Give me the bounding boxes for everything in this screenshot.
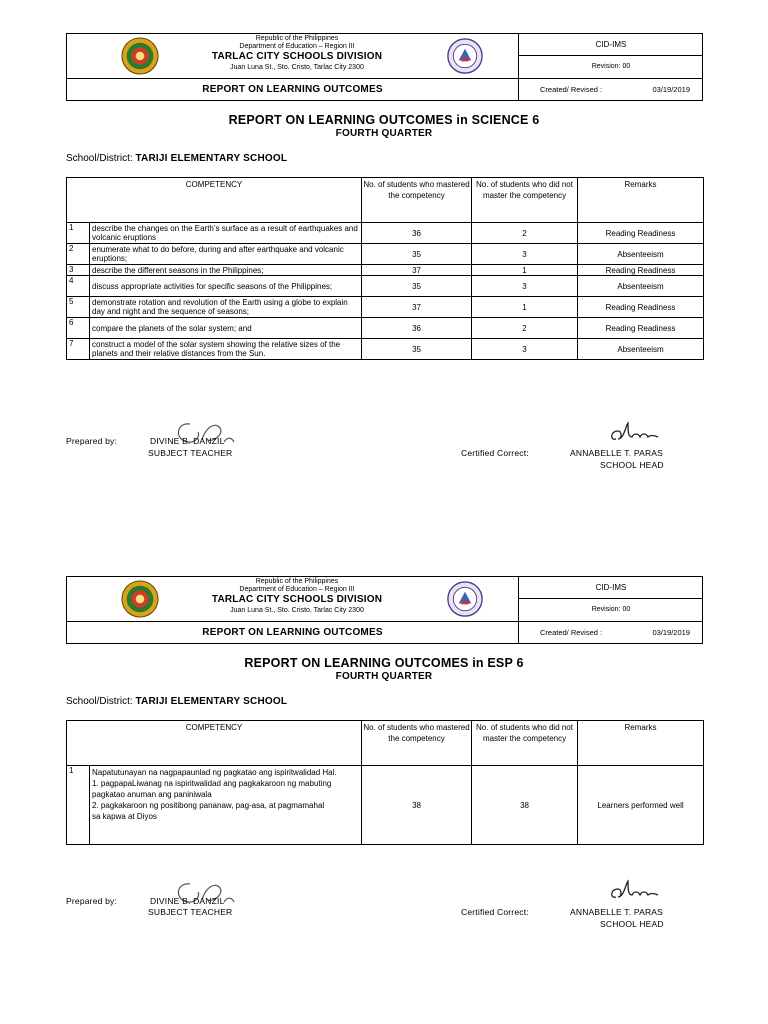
doc-code: CID-IMS [519, 577, 703, 599]
document-header [66, 576, 703, 644]
competency-cell: enumerate what to do before, during and after earthquake and volcanic eruptions; [90, 244, 362, 265]
republic-label: Republic of the Philippines [255, 578, 339, 585]
mastered-count: 37 [362, 265, 472, 276]
competency-cell: describe the different seasons in the Philippines; [90, 265, 362, 276]
division-address: Juan Luna St., Sto. Cristo, Tarlac City 2300 [230, 64, 364, 71]
school-line [66, 696, 287, 707]
remarks-cell: Absenteeism [578, 339, 704, 360]
created-date: 03/19/2019 [652, 85, 690, 94]
table-header-row [67, 178, 704, 223]
competency-line: Napatutunayan na nagpapaunlad ng pagkatao ang ispiritwalidad Hal. [92, 768, 337, 777]
department-label: Department of Education – Region III [239, 586, 355, 593]
not-mastered-count: 1 [472, 265, 578, 276]
form-title: REPORT ON LEARNING OUTCOMES [67, 79, 519, 101]
not-mastered-header: No. of students who did not master the competency [472, 178, 578, 223]
table-row [67, 276, 704, 297]
school-name: TARIJI ELEMENTARY SCHOOL [135, 696, 288, 707]
competency-line: 1. pagpapaLiwanag na ispiritwalidad ang pagkakaroon ng mabuting pagkatao anuman ang paniniwala [92, 779, 332, 799]
form-title: REPORT ON LEARNING OUTCOMES [67, 622, 519, 644]
remarks-cell: Reading Readiness [578, 318, 704, 339]
certified-name: ANNABELLE T. PARAS [570, 448, 664, 458]
head-signature-icon [606, 421, 662, 447]
republic-label: Republic of the Philippines [255, 35, 339, 42]
table-row [67, 339, 704, 360]
document-header [66, 33, 703, 101]
outcomes-table [66, 720, 704, 845]
table-header-row [67, 721, 704, 766]
certified-title: SCHOOL HEAD [600, 919, 664, 929]
competency-header: COMPETENCY [67, 721, 362, 766]
created-revised [519, 79, 703, 101]
department-label: Department of Education – Region III [239, 43, 355, 50]
quarter-label: FOURTH QUARTER [335, 128, 433, 139]
table-row [67, 318, 704, 339]
competency-cell: compare the planets of the solar system; and [90, 318, 362, 339]
competency-cell: discuss appropriate activities for specific seasons of the Philippines; [90, 276, 362, 297]
prepared-label: Prepared by: [66, 896, 118, 906]
remarks-cell: Reading Readiness [578, 223, 704, 244]
school-label: School/District: [66, 153, 133, 164]
prepared-name: DIVINE B. DANZIL [150, 436, 225, 446]
competency-cell: demonstrate rotation and revolution of the Earth using a globe to explain day and night and the sequence of seasons; [90, 297, 362, 318]
competency-cell [90, 766, 362, 845]
row-number: 5 [67, 297, 90, 318]
competency-line: 2. pagkakaroon ng positibong pananaw, pag-asa, at pagmamahal [92, 801, 325, 810]
row-number: 2 [67, 244, 90, 265]
outcomes-table [66, 177, 704, 360]
report-title: REPORT ON LEARNING OUTCOMES in ESP 6 [244, 656, 524, 670]
mastered-count: 35 [362, 244, 472, 265]
mastered-count: 36 [362, 223, 472, 244]
prepared-title: SUBJECT TEACHER [148, 907, 233, 917]
division-name: TARLAC CITY SCHOOLS DIVISION [211, 594, 383, 605]
report-title: REPORT ON LEARNING OUTCOMES in SCIENCE 6 [228, 113, 540, 127]
certified-label: Certified Correct: [461, 907, 529, 917]
not-mastered-count: 3 [472, 339, 578, 360]
created-label: Created/ Revised : [540, 85, 603, 94]
competency-cell: describe the changes on the Earth’s surface as a result of earthquakes and volcanic eruptions [90, 223, 362, 244]
table-row [67, 223, 704, 244]
not-mastered-count: 2 [472, 318, 578, 339]
not-mastered-count: 1 [472, 297, 578, 318]
created-date: 03/19/2019 [652, 628, 690, 637]
prepared-label: Prepared by: [66, 436, 118, 446]
row-number: 4 [67, 276, 90, 297]
quarter-label: FOURTH QUARTER [335, 671, 433, 682]
created-revised [519, 622, 703, 644]
remarks-cell: Absenteeism [578, 276, 704, 297]
row-number: 7 [67, 339, 90, 360]
mastered-count: 37 [362, 297, 472, 318]
competency-cell: construct a model of the solar system showing the relative sizes of the planets and their relative distances from the Sun. [90, 339, 362, 360]
remarks-cell: Reading Readiness [578, 297, 704, 318]
certified-title: SCHOOL HEAD [600, 460, 664, 470]
revision-label: Revision: 00 [519, 56, 703, 79]
head-signature-icon [606, 879, 662, 905]
deped-seal-icon [447, 38, 483, 74]
table-row [67, 766, 704, 845]
institution-block [67, 34, 519, 79]
division-address: Juan Luna St., Sto. Cristo, Tarlac City 2300 [230, 607, 364, 614]
certified-name: ANNABELLE T. PARAS [570, 907, 664, 917]
mastered-count: 35 [362, 276, 472, 297]
table-row [67, 265, 704, 276]
not-mastered-count: 2 [472, 223, 578, 244]
school-line [66, 153, 287, 164]
division-name: TARLAC CITY SCHOOLS DIVISION [211, 51, 383, 62]
revision-label: Revision: 00 [519, 599, 703, 622]
school-label: School/District: [66, 696, 133, 707]
prepared-title: SUBJECT TEACHER [148, 448, 233, 458]
created-label: Created/ Revised : [540, 628, 603, 637]
mastered-header: No. of students who mastered the competency [362, 721, 472, 766]
deped-seal-icon [447, 581, 483, 617]
mastered-count: 35 [362, 339, 472, 360]
division-seal-icon [121, 37, 159, 75]
remarks-header: Remarks [578, 721, 704, 766]
not-mastered-count: 3 [472, 244, 578, 265]
doc-code: CID-IMS [519, 34, 703, 56]
remarks-header: Remarks [578, 178, 704, 223]
row-number: 1 [67, 766, 90, 845]
mastered-count: 38 [362, 766, 472, 845]
remarks-cell: Learners performed well [578, 766, 704, 845]
certified-label: Certified Correct: [461, 448, 529, 458]
mastered-count: 36 [362, 318, 472, 339]
table-row [67, 297, 704, 318]
not-mastered-count: 3 [472, 276, 578, 297]
prepared-name: DIVINE B. DANZIL [150, 896, 225, 906]
competency-header: COMPETENCY [67, 178, 362, 223]
row-number: 6 [67, 318, 90, 339]
division-seal-icon [121, 580, 159, 618]
institution-block [67, 577, 519, 622]
remarks-cell: Absenteeism [578, 244, 704, 265]
not-mastered-count: 38 [472, 766, 578, 845]
row-number: 3 [67, 265, 90, 276]
remarks-cell: Reading Readiness [578, 265, 704, 276]
table-row [67, 244, 704, 265]
school-name: TARIJI ELEMENTARY SCHOOL [135, 153, 288, 164]
competency-line: sa kapwa at Diyos [92, 812, 157, 821]
mastered-header: No. of students who mastered the competency [362, 178, 472, 223]
row-number: 1 [67, 223, 90, 244]
not-mastered-header: No. of students who did not master the competency [472, 721, 578, 766]
